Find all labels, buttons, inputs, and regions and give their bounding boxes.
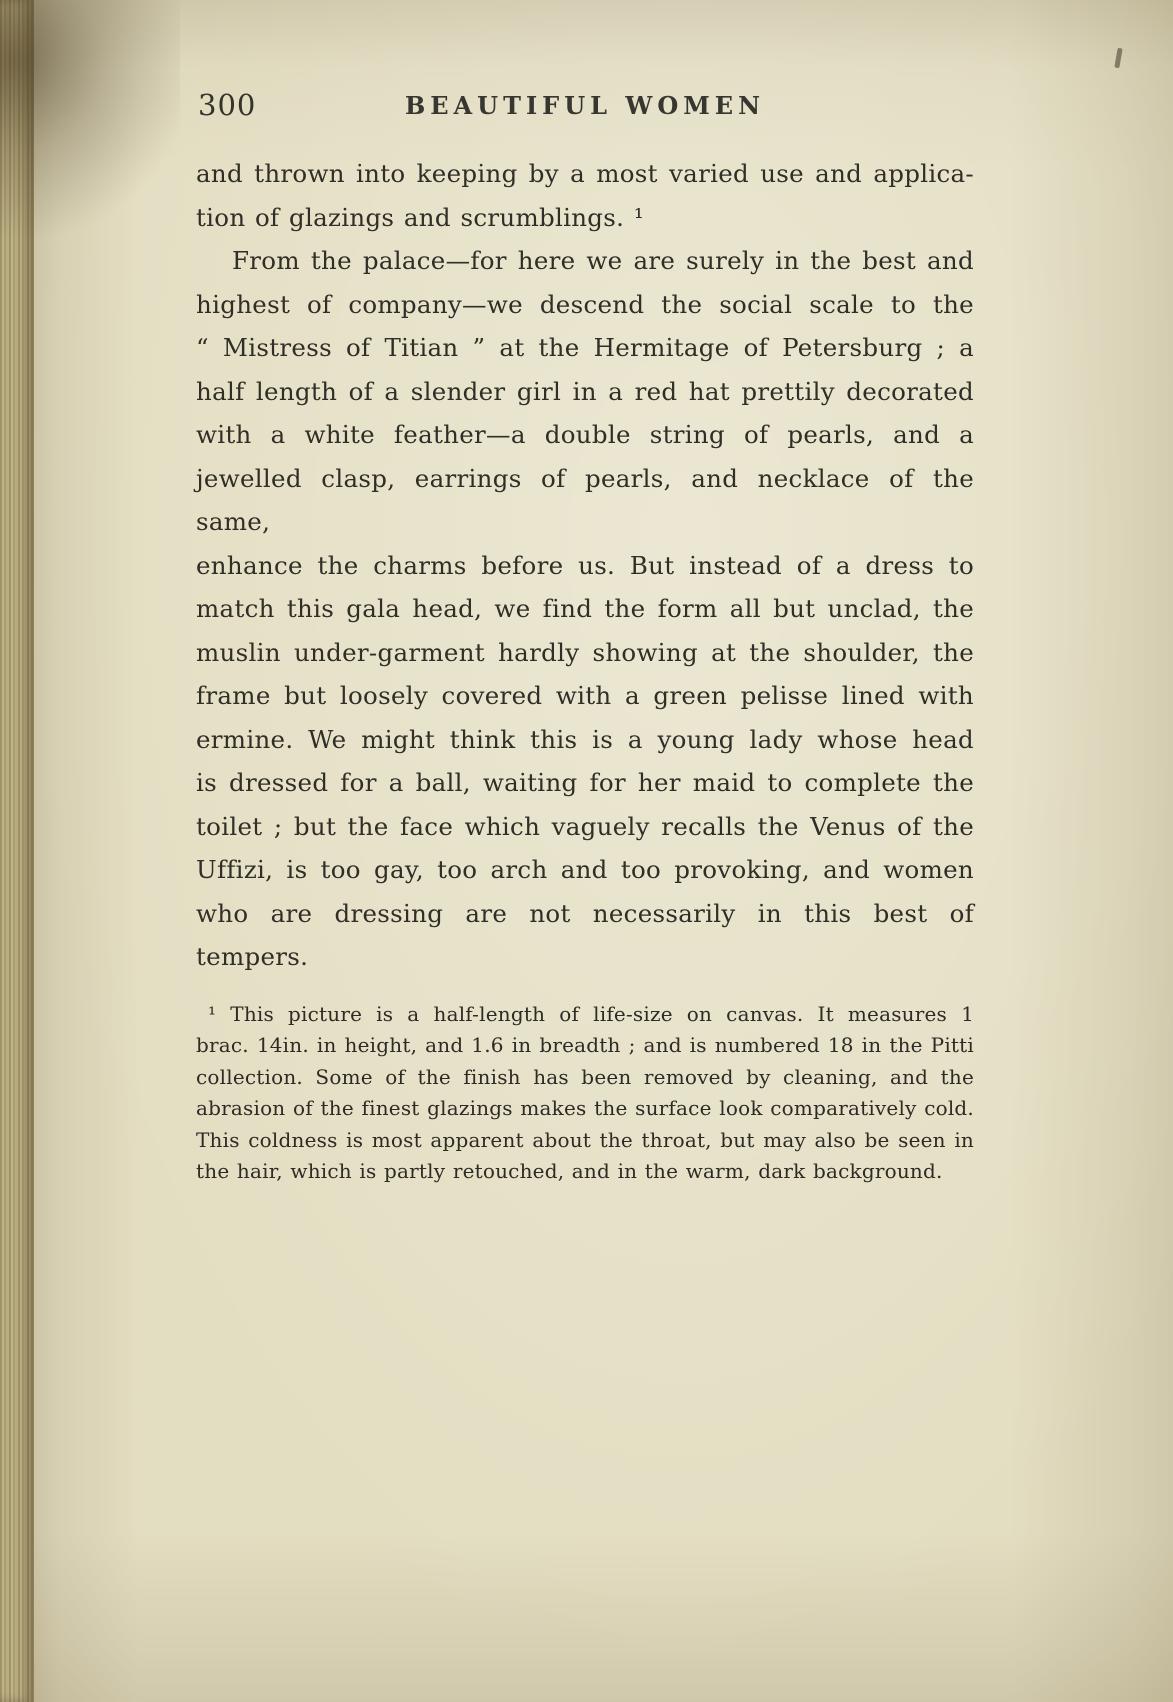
text-line: with a white feather—a double string of pearls, and a [196,420,974,449]
text-column [196,86,974,1188]
text-line: “ Mistress of Titian ” at the Hermitage of Petersburg ; a [196,333,974,362]
text-line: the hair, which is partly retouched, and in the warm, dark background. [196,1159,943,1183]
text-line: ermine. We might think this is a young lady whose head [196,724,974,754]
text-line: From the palace—for here we are surely in the best and [232,246,974,275]
text-line: toilet ; but the face which vaguely recalls the Venus of the [196,811,974,841]
text-line: This coldness is most apparent about the throat, but may also be seen in [196,1127,974,1152]
text-line: frame but loosely covered with a green pelisse lined with [196,681,974,710]
scan-artifact [1114,48,1122,69]
text-line: jewelled clasp, earrings of pearls, and necklace of the same, [196,463,974,536]
page-edge-texture [0,0,34,1702]
text-line: collection. Some of the finish has been removed by cleaning, and the [196,1064,974,1089]
text-line: highest of company—we descend the social scale to the [196,289,974,319]
body-paragraph-continuation [196,152,974,239]
text-line: brac. 14in. in height, and 1.6 in breadth ; and is numbered 18 in the Pitti [196,1033,974,1057]
page-number: 300 [198,88,257,122]
page-header [196,86,974,130]
text-line: and thrown into keeping by a most varied use and applica- [196,159,974,188]
body-paragraph [196,239,974,979]
text-line: enhance the charms before us. But instead of a dress to [196,550,974,580]
text-line: half length of a slender girl in a red hat prettily decorated [196,376,974,406]
text-line: abrasion of the finest glazings makes the surface look comparatively cold. [196,1096,974,1120]
text-line: Uffizi, is too gay, too arch and too provoking, and women [196,855,974,884]
text-line: is dressed for a ball, waiting for her maid to complete the [196,768,974,797]
running-title: BEAUTIFUL WOMEN [404,91,766,120]
text-line: muslin under-garment hardly showing at the shoulder, the [196,637,974,667]
text-line: tion of glazings and scrumblings. ¹ [196,202,644,232]
text-line: match this gala head, we find the form all but unclad, the [196,594,974,623]
footnote [196,999,974,1188]
text-line: who are dressing are not necessarily in this best of tempers. [196,898,974,971]
text-line: ¹ This picture is a half-length of life-size on canvas. It measures 1 [208,1001,974,1026]
